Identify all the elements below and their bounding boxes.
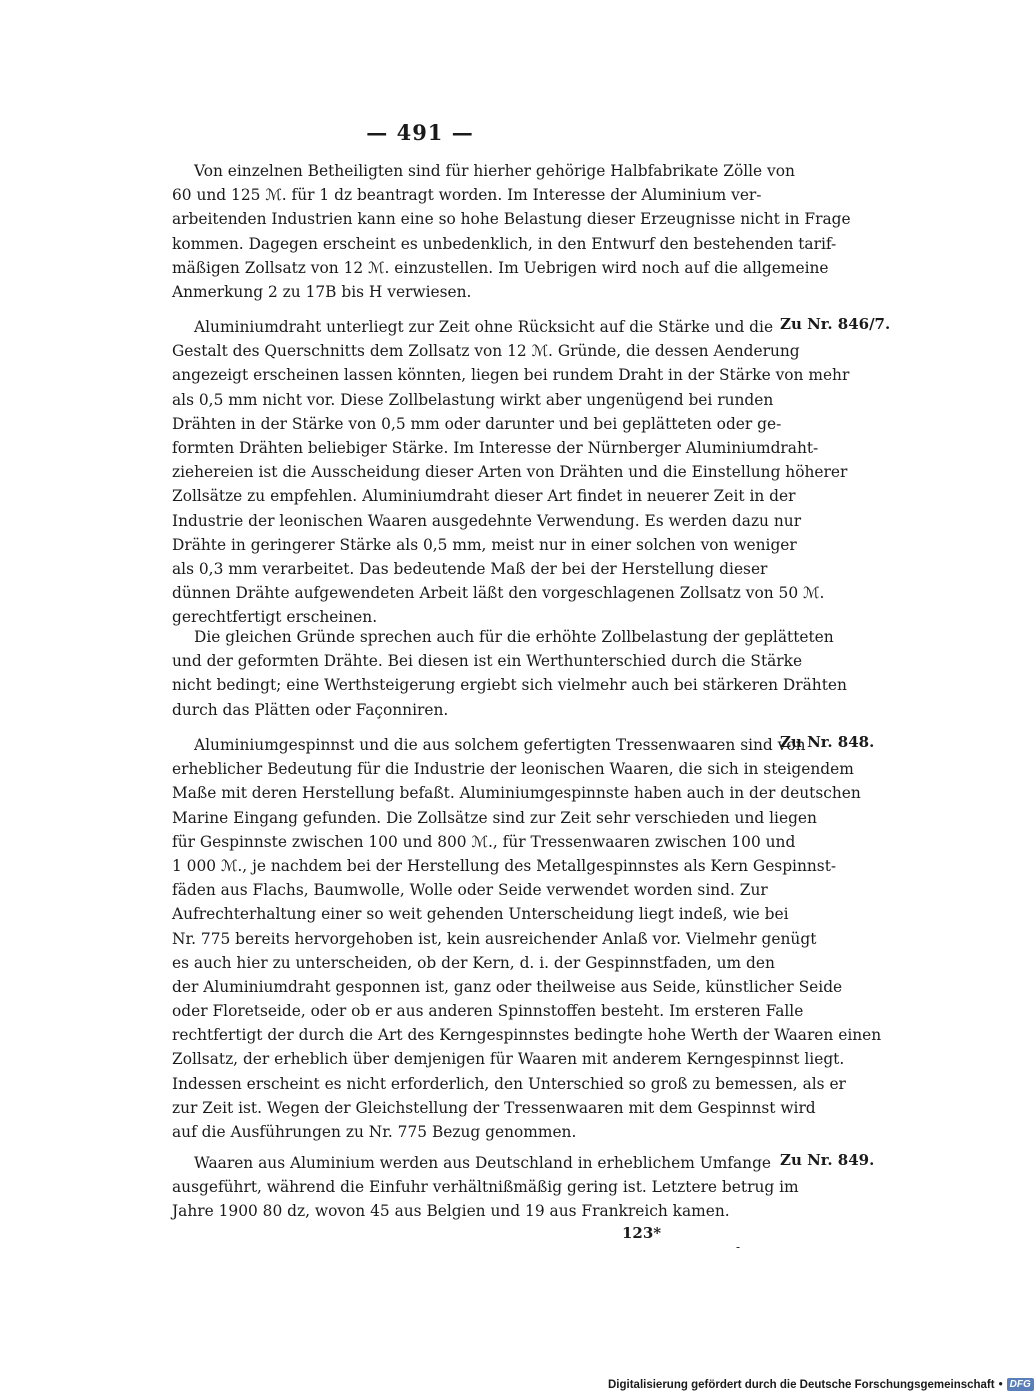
text-line: Zollsatz, der erheblich über demjenigen für Waaren mit anderem Kerngespinnst liegt. — [172, 1050, 845, 1069]
footer-separator: • — [998, 1378, 1003, 1391]
margin-reference-846-7: Zu Nr. 846/7. — [780, 315, 891, 333]
text-line: 1 000 ℳ., je nachdem bei der Herstellung des Metallgespinnstes als Kern Gespinnst- — [172, 856, 837, 875]
text-line: fäden aus Flachs, Baumwolle, Wolle oder Seide verwendet worden sind. Zur — [172, 881, 768, 900]
text-line: 60 und 125 ℳ. für 1 dz beantragt worden. Im Interesse der Aluminium ver- — [172, 186, 762, 205]
margin-reference-849: Zu Nr. 849. — [780, 1151, 875, 1169]
text-line: Aluminiumdraht unterliegt zur Zeit ohne Rücksicht auf die Stärke und die — [194, 318, 774, 336]
text-line: Indessen erscheint es nicht erforderlich, den Unterschied so groß zu bemessen, als er — [172, 1074, 846, 1093]
text-line: Maße mit deren Herstellung befaßt. Aluminiumgespinnste haben auch in der deutschen — [172, 784, 861, 803]
text-line: der Aluminiumdraht gesponnen ist, ganz oder theilweise aus Seide, künstlicher Seide — [172, 977, 843, 996]
text-line: ziehereien ist die Ausscheidung dieser Arten von Drähten und die Einstellung höherer — [172, 463, 848, 482]
text-line: als 0,5 mm nicht vor. Diese Zollbelastung wirkt aber ungenügend bei runden — [172, 390, 774, 409]
text-line: mäßigen Zollsatz von 12 ℳ. einzustellen. Im Uebrigen wird noch auf die allgemeine — [172, 258, 829, 277]
text-line: Nr. 775 bereits hervorgehoben ist, kein ausreichender Anlaß vor. Vielmehr genügt — [172, 929, 817, 948]
text-line: Von einzelnen Betheiligten sind für hierher gehörige Halbfabrikate Zölle von — [194, 162, 795, 180]
text-line: als 0,3 mm verarbeitet. Das bedeutende Maß der bei der Herstellung dieser — [172, 559, 768, 578]
paragraph-halbfabrikate — [172, 159, 851, 304]
text-line: für Gespinnste zwischen 100 und 800 ℳ., für Tressenwaaren zwischen 100 und — [172, 832, 796, 851]
margin-reference-848: Zu Nr. 848. — [780, 733, 875, 751]
text-line: oder Floretseide, oder ob er aus anderen Spinnstoffen besteht. Im ersteren Falle — [172, 1002, 804, 1021]
text-line: ausgeführt, während die Einfuhr verhältnißmäßig gering ist. Letztere betrug im — [172, 1178, 799, 1197]
dfg-logo-icon: DFG — [1007, 1378, 1034, 1391]
text-line: Marine Eingang gefunden. Die Zollsätze sind zur Zeit sehr verschieden und liegen — [172, 808, 817, 827]
signature-mark: 123* — [622, 1224, 662, 1242]
digitization-footer — [608, 1378, 1034, 1391]
footer-text: Digitalisierung gefördert durch die Deutsche Forschungsgemeinschaft — [608, 1378, 995, 1391]
text-line: kommen. Dagegen erscheint es unbedenklich, in den Entwurf den bestehenden tarif- — [172, 234, 837, 253]
stray-mark: - — [736, 1240, 741, 1254]
text-line: Gestalt des Querschnitts dem Zollsatz von 12 ℳ. Gründe, die dessen Aenderung — [172, 342, 800, 361]
text-line: und der geformten Drähte. Bei diesen ist ein Werthunterschied durch die Stärke — [172, 652, 803, 671]
page-number: — 491 — — [366, 120, 474, 145]
text-line: Waaren aus Aluminium werden aus Deutschland in erheblichem Umfange — [194, 1154, 772, 1172]
paragraph-geplaettete-draehte — [172, 625, 847, 722]
text-line: angezeigt erscheinen lassen könnten, liegen bei rundem Draht in der Stärke von mehr — [172, 366, 850, 385]
text-line: Aluminiumgespinnst und die aus solchem gefertigten Tressenwaaren sind von — [194, 736, 806, 754]
text-line: Aufrechterhaltung einer so weit gehenden Unterscheidung liegt indeß, wie bei — [172, 905, 789, 924]
text-line: Industrie der leonischen Waaren ausgedehnte Verwendung. Es werden dazu nur — [172, 511, 802, 530]
text-line: Drähten in der Stärke von 0,5 mm oder darunter und bei geplätteten oder ge- — [172, 414, 782, 433]
text-line: formten Drähten beliebiger Stärke. Im Interesse der Nürnberger Aluminiumdraht- — [172, 438, 819, 457]
text-line: erheblicher Bedeutung für die Industrie der leonischen Waaren, die sich in steigendem — [172, 760, 854, 779]
text-line: arbeitenden Industrien kann eine so hohe Belastung dieser Erzeugnisse nicht in Frage — [172, 210, 851, 229]
paragraph-waaren-aus-aluminium — [172, 1151, 799, 1224]
text-line: auf die Ausführungen zu Nr. 775 Bezug genommen. — [172, 1123, 577, 1141]
text-line: Jahre 1900 80 dz, wovon 45 aus Belgien und 19 aus Frankreich kamen. — [172, 1202, 730, 1221]
text-line: es auch hier zu unterscheiden, ob der Kern, d. i. der Gespinnstfaden, um den — [172, 953, 775, 972]
text-line: gerechtfertigt erscheinen. — [172, 608, 378, 627]
text-line: zur Zeit ist. Wegen der Gleichstellung der Tressenwaaren mit dem Gespinnst wird — [172, 1098, 816, 1117]
text-line: durch das Plätten oder Façonniren. — [172, 700, 449, 719]
text-line: rechtfertigt der durch die Art des Kerngespinnstes bedingte hohe Werth der Waaren einen — [172, 1026, 882, 1045]
text-line: Drähte in geringerer Stärke als 0,5 mm, meist nur in einer solchen von weniger — [172, 535, 797, 554]
text-line: Die gleichen Gründe sprechen auch für die erhöhte Zollbelastung der geplätteten — [194, 628, 834, 646]
text-line: Anmerkung 2 zu 17B bis H verwiesen. — [172, 282, 472, 301]
text-line: dünnen Drähte aufgewendeten Arbeit läßt den vorgeschlagenen Zollsatz von 50 ℳ. — [172, 584, 825, 603]
text-line: Zollsätze zu empfehlen. Aluminiumdraht dieser Art findet in neuerer Zeit in der — [172, 487, 796, 506]
text-line: nicht bedingt; eine Werthsteigerung ergiebt sich vielmehr auch bei stärkeren Drähten — [172, 676, 847, 695]
